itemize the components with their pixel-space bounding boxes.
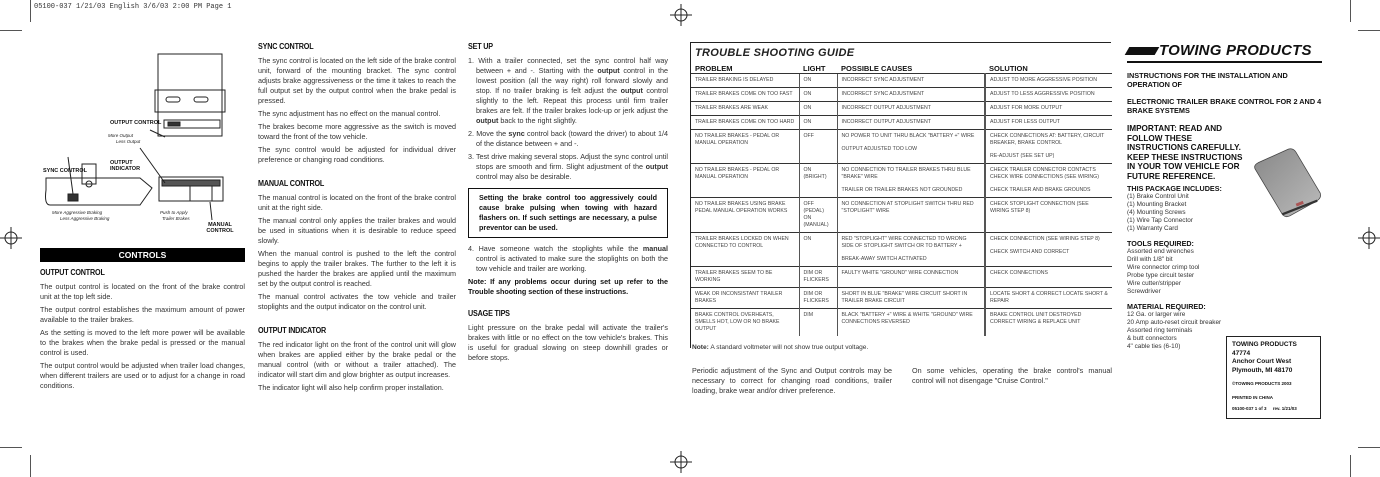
cell-problem: NO TRAILER BRAKES - PEDAL OR MANUAL OPERATION	[691, 130, 799, 164]
emphasis: output	[597, 66, 620, 75]
list-item: Wire connector crimp tool	[1127, 264, 1200, 271]
solutions-line: LOCATE SHORT & CORRECT LOCATE SHORT & REPAIR	[990, 291, 1108, 304]
heading-output-control: OUTPUT CONTROL	[40, 268, 105, 277]
crop-mark	[0, 30, 22, 31]
step-text: 3. Test drive making several stops. Adjust the sync control until stops are smooth and firm. Slight adjustment of the	[468, 152, 668, 171]
list-item: & butt connectors	[1127, 335, 1177, 342]
table-row	[691, 164, 1112, 198]
tools-list	[1127, 248, 1322, 296]
step-text: control is activated to make sure the stoplights on both the tow vehicle and trailer are working.	[476, 254, 668, 273]
cell-light	[799, 164, 837, 198]
light-line: OFF	[803, 133, 814, 139]
emphasis: sync	[508, 129, 525, 138]
address-line-3: Plymouth, MI 48170	[1232, 366, 1293, 374]
paragraph: The manual control is located on the front of the brake control unit at the right side.	[258, 193, 456, 212]
cell-solutions	[985, 233, 1112, 267]
step-text: control slightly to the left. Repeat this process until firm trailer brakes are felt. If the trailer brakes lock-up or jerk adjust the	[476, 86, 668, 115]
address-line-2: Anchor Court West	[1232, 358, 1292, 365]
solutions-line: CHECK CONNECTIONS AT: BATTERY, CIRCUIT BREAKER, BRAKE CONTROL	[990, 133, 1105, 146]
note-text: A standard voltmeter will not show true output voltage.	[708, 344, 869, 351]
step-text: 1. With a trailer connected, set the sync control half way between + and -. Starting with the	[468, 56, 668, 75]
cell-problem: BRAKE CONTROL OVERHEATS, SMELLS HOT, LOW OR NO BRAKE OUTPUT	[691, 309, 799, 337]
trouble-shooting-guide	[690, 42, 1111, 348]
cell-causes	[837, 267, 985, 288]
cell-causes	[837, 88, 985, 102]
cell-causes	[837, 288, 985, 309]
label-push-to-apply: Push to Apply	[160, 210, 188, 215]
light-line: ON	[803, 236, 812, 242]
solutions-line: BRAKE CONTROL UNIT DESTROYED CORRECT WIRING & REPLACE UNIT	[990, 312, 1082, 325]
solutions-line: ADJUST FOR MORE OUTPUT	[990, 105, 1063, 111]
paragraph: The manual control only applies the trailer brakes and would be used in situations when it is desirable to reduce speed slowly.	[258, 216, 456, 245]
cell-light	[799, 198, 837, 233]
brake-unit-illustration	[40, 40, 250, 235]
table-row	[691, 288, 1112, 309]
heading-usage-tips: USAGE TIPS	[468, 309, 510, 318]
light-line: (MANUAL)	[803, 222, 829, 228]
label-more-aggressive: More Aggressive Braking	[52, 210, 103, 215]
setup-step	[468, 244, 668, 274]
cell-solutions	[985, 198, 1112, 233]
manual-control-text	[258, 193, 456, 312]
brand-logo	[1127, 42, 1322, 63]
solutions-line: RE-ADJUST (SEE SET UP)	[990, 153, 1055, 159]
table-row	[691, 233, 1112, 267]
setup-steps	[468, 56, 668, 182]
usage-tips-text: Light pressure on the brake pedal will activate the trailer's brakes with little or no effect on the tow vehicle's brakes. This is useful for gradual slowing on steep downhill grades or before stops.	[468, 323, 668, 362]
causes-line: SHORT IN BLUE "BRAKE" WIRE CIRCUIT SHORT IN TRAILER BRAKE CIRCUIT	[841, 291, 968, 304]
causes-line: INCORRECT SYNC ADJUSTMENT	[841, 77, 925, 83]
label-manual-control: MANUAL CONTROL	[206, 222, 234, 234]
cell-problem: TRAILER BRAKES SEEM TO BE WORKING	[691, 267, 799, 288]
cell-causes	[837, 130, 985, 164]
causes-line: FAULTY WHITE "GROUND" WIRE CONNECTION	[841, 270, 959, 276]
printed-in: PRINTED IN CHINA	[1232, 394, 1274, 400]
list-item: (1) Mounting Bracket	[1127, 201, 1187, 208]
crop-mark	[1358, 30, 1380, 31]
controls-section	[40, 248, 245, 394]
cell-solutions	[985, 74, 1112, 88]
table-row	[691, 102, 1112, 116]
cell-solutions	[985, 116, 1112, 130]
registration-mark-icon	[670, 4, 692, 26]
cell-solutions	[985, 88, 1112, 102]
cell-light	[799, 309, 837, 337]
list-item: Probe type circuit tester	[1127, 272, 1195, 279]
solutions-line: ADJUST FOR LESS OUTPUT	[990, 119, 1060, 125]
cruise-control-text: On some vehicles, operating the brake control's manual control will not disengage "Cruise Control."	[912, 366, 1112, 385]
title-installation: INSTRUCTIONS FOR THE INSTALLATION AND OPERATION OF	[1127, 71, 1288, 89]
cell-solutions	[985, 102, 1112, 116]
cell-light	[799, 267, 837, 288]
cell-light	[799, 116, 837, 130]
material-heading: MATERIAL REQUIRED:	[1127, 302, 1206, 311]
solutions-line: CHECK TRAILER AND BRAKE GROUNDS	[990, 187, 1091, 193]
cell-causes	[837, 102, 985, 116]
light-line: ON	[803, 105, 812, 111]
solutions-line: ADJUST TO MORE AGGRESSIVE POSITION	[990, 77, 1097, 83]
list-item: 12 Ga. or larger wire	[1127, 311, 1186, 318]
causes-line: TRAILER OR TRAILER BRAKES NOT GROUNDED	[841, 187, 963, 193]
periodic-adjustment-text: Periodic adjustment of the Sync and Output controls may be necessary to correct for changing road conditions, trailer loading, brake wear and/or driver preference.	[692, 366, 892, 395]
cell-causes	[837, 164, 985, 198]
cell-problem: TRAILER BRAKES COME ON TOO HARD	[691, 116, 799, 130]
column-3	[468, 42, 668, 366]
causes-line: OUTPUT ADJUSTED TOO LOW	[841, 146, 918, 152]
cell-solutions	[985, 309, 1112, 337]
registration-mark-icon	[670, 451, 692, 473]
registration-mark-icon	[1358, 227, 1380, 249]
package-heading: THIS PACKAGE INCLUDES:	[1127, 184, 1222, 193]
causes-line: NO CONNECTION TO TRAILER BRAKES THRU BLUE "BRAKE" WIRE	[841, 167, 971, 180]
heading-set-up: SET UP	[468, 42, 493, 51]
crop-mark	[0, 447, 22, 448]
cell-solutions	[985, 130, 1112, 164]
list-item: (1) Warranty Card	[1127, 225, 1178, 232]
setup-step	[468, 152, 668, 182]
label-output-indicator: OUTPUT INDICATOR	[110, 160, 141, 172]
cell-solutions	[985, 267, 1112, 288]
paragraph: The sync adjustment has no effect on the manual control.	[258, 109, 441, 118]
cell-causes	[837, 198, 985, 233]
cell-light	[799, 88, 837, 102]
heading-manual-control: MANUAL CONTROL	[258, 179, 325, 188]
paragraph: The indicator light will also help confirm proper installation.	[258, 383, 444, 392]
column-2	[258, 42, 456, 407]
causes-line: NO CONNECTION AT STOPLIGHT SWITCH THRU RED "STOPLIGHT" WIRE	[841, 201, 974, 214]
solutions-line: CHECK STOPLIGHT CONNECTION (SEE WIRING STEP 8)	[990, 201, 1089, 214]
controls-banner: CONTROLS	[40, 248, 245, 262]
paragraph: The red indicator light on the front of the control unit will glow when brakes are applied either by the brake pedal or the manual control (with or without a trailer attached). The indicator will start dim and glow brighter as output increases.	[258, 340, 456, 379]
cell-light	[799, 288, 837, 309]
logo-swoosh-icon	[1125, 47, 1160, 55]
step-text: 4. Have someone watch the stoplights while the	[468, 244, 643, 253]
document-code: 05100-037 1 of 3 rev. 1/21/03	[1232, 406, 1297, 411]
label-less-output: Less Output	[116, 139, 141, 144]
cell-problem: NO TRAILER BRAKES USING BRAKE PEDAL MANUAL OPERATION WORKS	[691, 198, 799, 233]
copyright: ©TOWING PRODUCTS 2003	[1232, 381, 1292, 386]
paragraph: The sync control is located on the left side of the brake control unit, forward of the mounting bracket. The sync control adjusts brake aggressiveness or the time it takes to reach the full output set by the output control when the brake pedal is pressed.	[258, 56, 456, 105]
cell-light	[799, 102, 837, 116]
sync-control-text	[258, 56, 456, 165]
table-row	[691, 88, 1112, 102]
list-item: Drill with 1/8" bit	[1127, 256, 1173, 263]
setup-note: Note: If any problems occur during set up refer to the Trouble shooting section of these instructions.	[468, 277, 668, 296]
address-box	[1226, 336, 1321, 419]
output-control-text	[40, 282, 245, 391]
label-trailer-brakes: Trailer Brakes	[162, 216, 190, 221]
label-sync-control: SYNC CONTROL	[43, 168, 87, 174]
paragraph: The output control would be adjusted when trailer load changes, when different trailers are used or to adjust for a change in road conditions.	[40, 361, 245, 390]
step-text: control in the lowest position (all the way right) roll forward slowly and stop. If no trailer braking is felt adjust the	[476, 66, 668, 95]
table-row	[691, 267, 1112, 288]
important-notice: IMPORTANT: READ AND FOLLOW THESE INSTRUCTIONS CAREFULLY. KEEP THESE INSTRUCTIONS IN YOUR TOW VEHICLE FOR FUTURE REFERENCE.	[1127, 124, 1243, 181]
print-slug: 05100-037 1/21/03 English 3/6/03 2:00 PM Page 1	[34, 3, 232, 11]
light-line: FLICKERS	[803, 298, 829, 304]
light-line: DIM	[803, 312, 814, 318]
cell-light	[799, 130, 837, 164]
heading-output-indicator: OUTPUT INDICATOR	[258, 326, 327, 335]
list-item: 20 Amp auto-reset circuit breaker	[1127, 319, 1222, 326]
crop-mark	[30, 0, 31, 22]
cell-causes	[837, 233, 985, 267]
cell-problem: TRAILER BRAKES COME ON TOO FAST	[691, 88, 799, 102]
paragraph: The manual control activates the tow vehicle and trailer stoplights and the output indicator on the control unit.	[258, 292, 456, 311]
cell-light	[799, 74, 837, 88]
heading-sync-control: SYNC CONTROL	[258, 42, 314, 51]
cell-problem: TRAILER BRAKING IS DELAYED	[691, 74, 799, 88]
output-indicator-text	[258, 340, 456, 393]
cell-problem: NO TRAILER BRAKES - PEDAL OR MANUAL OPERATION	[691, 164, 799, 198]
list-item: Assorted ring terminals	[1127, 327, 1193, 334]
paragraph: The sync control would be adjusted for individual driver preference or changing road conditions.	[258, 145, 456, 164]
registration-mark-icon	[0, 227, 22, 249]
table-row	[691, 130, 1112, 164]
emphasis: output	[476, 116, 499, 125]
tools-heading: TOOLS REQUIRED:	[1127, 239, 1194, 248]
causes-line: NO POWER TO UNIT THRU BLACK "BATTERY +" WIRE	[841, 133, 975, 139]
cell-problem: WEAK OR INCONSISTANT TRAILER BRAKES	[691, 288, 799, 309]
table-row	[691, 198, 1112, 233]
trouble-title: TROUBLE SHOOTING GUIDE	[695, 47, 855, 59]
voltmeter-note	[692, 343, 1112, 353]
light-line: (PEDAL)	[803, 208, 824, 214]
crop-mark	[1350, 0, 1351, 22]
list-item: Screwdriver	[1127, 288, 1161, 295]
light-line: ON	[803, 167, 812, 173]
list-item: (1) Wire Tap Connector	[1127, 217, 1193, 224]
title-product: ELECTRONIC TRAILER BRAKE CONTROL FOR 2 AND 4 BRAKE SYSTEMS	[1127, 97, 1322, 115]
cell-problem: TRAILER BRAKES ARE WEAK	[691, 102, 799, 116]
emphasis: manual	[642, 244, 668, 253]
cell-causes	[837, 74, 985, 88]
list-item: 4" cable ties (6-10)	[1127, 343, 1181, 350]
label-output-control: OUTPUT CONTROL	[110, 120, 162, 126]
list-item: (4) Mounting Screws	[1127, 209, 1186, 216]
paragraph: As the setting is moved to the left more power will be available to the brakes when the brake pedal is pressed or the manual control is used.	[40, 328, 245, 357]
cell-causes	[837, 309, 985, 337]
table-row	[691, 309, 1112, 337]
solutions-line: ADJUST TO LESS AGGRESSIVE POSITION	[990, 91, 1095, 97]
warning-box: Setting the brake control too aggressively could cause brake pulsing when towing with hazard flashers on. If such settings are necessary, a pulse preventor can be used.	[468, 188, 668, 238]
col-header-light: LIGHT	[803, 64, 826, 73]
col-header-solution: SOLUTION	[989, 64, 1028, 73]
table-row	[691, 74, 1112, 88]
cell-problem: TRAILER BRAKES LOCKED ON WHEN CONNECTED TO CONTROL	[691, 233, 799, 267]
solutions-line: CHECK SWITCH AND CORRECT	[990, 249, 1070, 255]
note-label: Note:	[692, 344, 709, 351]
controls-diagram	[40, 40, 250, 235]
cell-solutions	[985, 164, 1112, 198]
causes-line: INCORRECT SYNC ADJUSTMENT	[841, 91, 925, 97]
solutions-line: CHECK TRAILER CONNECTOR CONTACTS CHECK WIRE CONNECTIONS (SEE WIRING)	[990, 167, 1099, 180]
crop-mark	[1350, 455, 1351, 477]
causes-line: BLACK "BATTERY +" WIRE & WHITE "GROUND" WIRE CONNECTIONS REVERSED	[841, 312, 973, 325]
list-item: Assorted end wrenches	[1127, 248, 1194, 255]
causes-line: INCORRECT OUTPUT ADJUSTMENT	[841, 119, 931, 125]
cell-light	[799, 233, 837, 267]
label-less-aggressive: Less Aggressive Braking	[60, 216, 110, 221]
light-line: ON	[803, 215, 812, 221]
step-text: control back (toward the driver) to about 1/4 of the distance between + and -.	[476, 129, 668, 148]
emphasis: output	[620, 86, 643, 95]
list-item: Wire cutter/stripper	[1127, 280, 1181, 287]
brake-control-product-photo	[1252, 146, 1324, 222]
solutions-line: CHECK CONNECTION (SEE WIRING STEP 8)	[990, 236, 1100, 242]
col-header-causes: POSSIBLE CAUSES	[841, 64, 913, 73]
paragraph: The brakes become more aggressive as the switch is moved toward the front of the tow vehicle.	[258, 122, 456, 141]
emphasis: output	[645, 162, 668, 171]
light-line: DIM OR	[803, 270, 823, 276]
setup-step	[468, 56, 668, 126]
col-header-problem: PROBLEM	[695, 64, 733, 73]
cell-solutions	[985, 288, 1112, 309]
table-row	[691, 116, 1112, 130]
step-text: control may also be desirable.	[476, 172, 572, 181]
step-text: back to the right slightly.	[498, 116, 577, 125]
solutions-line: CHECK CONNECTIONS	[990, 270, 1048, 276]
light-line: ON	[803, 77, 812, 83]
paragraph: When the manual control is pushed to the left the control begins to apply the trailer brakes. The further to the left it is pushed the harder the brakes are applied until the maximum set by the output control is reached.	[258, 249, 456, 288]
light-line: FLICKERS	[803, 277, 829, 283]
causes-line: INCORRECT OUTPUT ADJUSTMENT	[841, 105, 931, 111]
causes-line: BREAK-AWAY SWITCH ACTIVATED	[841, 256, 927, 262]
label-more-output: More Output	[108, 133, 134, 138]
cell-causes	[837, 116, 985, 130]
setup-step-4	[468, 244, 668, 274]
causes-line: RED "STOPLIGHT" WIRE CONNECTED TO WRONG SIDE OF STOPLIGHT SWITCH OR TO BATTERY +	[841, 236, 967, 249]
setup-step	[468, 129, 668, 149]
trouble-table	[691, 61, 1112, 336]
list-item: (1) Brake Control Unit	[1127, 193, 1189, 200]
light-line: ON	[803, 91, 812, 97]
light-line: ON	[803, 119, 812, 125]
light-line: (BRIGHT)	[803, 174, 827, 180]
address-line-1: TOWING PRODUCTS 47774	[1232, 341, 1297, 357]
crop-mark	[1358, 447, 1380, 448]
logo-text: TOWING PRODUCTS	[1159, 42, 1312, 59]
crop-mark	[30, 455, 31, 477]
paragraph: The output control establishes the maximum amount of power available to the trailer brakes.	[40, 305, 245, 324]
light-line: OFF	[803, 201, 814, 207]
light-line: DIM OR	[803, 291, 823, 297]
step-text: 2. Move the	[468, 129, 509, 138]
paragraph: The output control is located on the front of the brake control unit at the top left side.	[40, 282, 245, 301]
